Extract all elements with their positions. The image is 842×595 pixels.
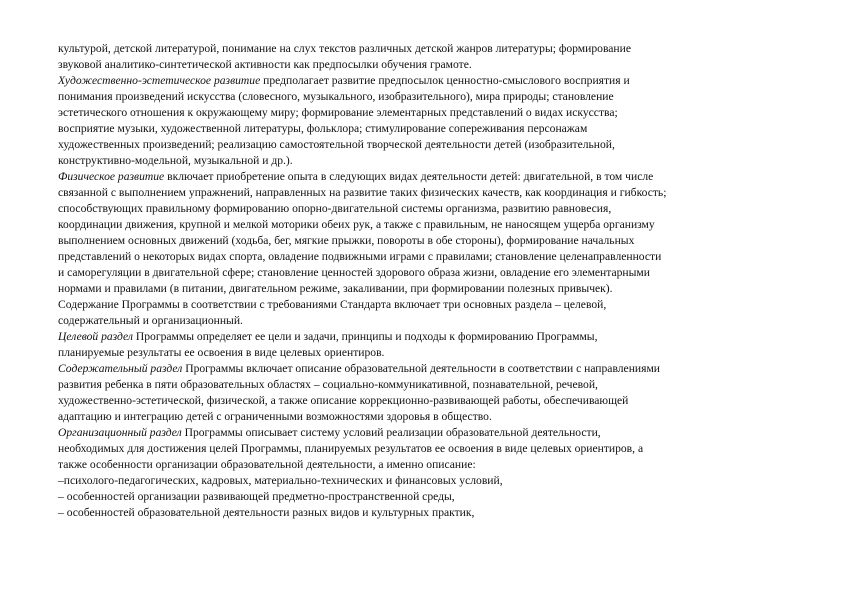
line-text: восприятие музыки, художественной литературы, фольклора; стимулирование сопереживания персонажам [58,122,588,135]
text-line [58,249,788,265]
text-line [58,105,788,121]
line-text: развития ребенка в пяти образовательных областях – социально-коммуникативной, познавательной, речевой, [58,378,598,391]
section-heading: Художественно-эстетическое развитие [58,74,261,87]
document-page [58,41,788,521]
line-text: адаптацию и интеграцию детей с ограниченными возможностями здоровья в общество. [58,410,492,423]
text-line [58,137,788,153]
line-text: и саморегуляции в двигательной сфере; становление ценностей здорового образа жизни, овладение его элементарными [58,266,650,279]
line-text: также особенности организации образовательной деятельности, а именно описание: [58,458,476,471]
line-text: представлений о некоторых видах спорта, овладение подвижными играми с правилами; становление целенаправленности [58,250,662,263]
line-text: координации движения, крупной и мелкой моторики обеих рук, а также с правильным, не наносящем ущерба организму [58,218,655,231]
line-text: нормами и правилами (в питании, двигательном режиме, закаливании, при формировании полезных привычек). [58,282,613,295]
line-text: понимания произведений искусства (словесного, музыкального, изобразительного), мира природы; становление [58,90,614,103]
line-text: планируемые результаты ее освоения в виде целевых ориентиров. [58,346,385,359]
text-line [58,441,788,457]
text-line [58,473,788,489]
text-line [58,345,788,361]
text-line [58,185,788,201]
text-line [58,201,788,217]
line-text: предполагает развитие предпосылок ценностно-смыслового восприятия и [260,74,630,87]
line-text: звуковой аналитико-синтетической активности как предпосылки обучения грамоте. [58,58,472,71]
line-text: культурой, детской литературой, понимание на слух текстов различных детской жанров литературы; формирование [58,42,631,55]
text-line [58,169,788,185]
section-heading: Физическое развитие [58,170,165,183]
line-text: способствующих правильному формированию опорно-двигательной системы организма, развитию равновесия, [58,202,612,215]
text-line [58,217,788,233]
line-text: Содержание Программы в соответствии с требованиями Стандарта включает три основных раздела – целевой, [58,298,607,311]
line-text: – особенностей образовательной деятельности разных видов и культурных практик, [58,506,475,519]
text-line [58,489,788,505]
text-line [58,41,788,57]
text-line [58,153,788,169]
line-text: необходимых для достижения целей Программы, планируемых результатов ее освоения в виде целевых ориентиров, а [58,442,644,455]
text-line [58,505,788,521]
line-text: художественных произведений; реализацию самостоятельной творческой деятельности детей (изобразительной, [58,138,615,151]
line-text: эстетического отношения к окружающему миру; формирование элементарных представлений о видах искусства; [58,106,618,119]
text-line [58,425,788,441]
text-line [58,57,788,73]
text-line [58,89,788,105]
text-line [58,121,788,137]
line-text: художественно-эстетической, физической, а также описание коррекционно-развивающей работы, обеспечивающей [58,394,629,407]
text-line [58,73,788,89]
text-line [58,329,788,345]
text-line [58,361,788,377]
text-line [58,313,788,329]
text-line [58,265,788,281]
line-text: –психолого-педагогических, кадровых, материально-технических и финансовых условий, [58,474,503,487]
line-text: – особенностей организации развивающей предметно-пространственной среды, [58,490,455,503]
line-text: выполнением основных движений (ходьба, бег, мягкие прыжки, повороты в обе стороны), формирование начальных [58,234,635,247]
text-line [58,457,788,473]
line-text: Программы описывает систему условий реализации образовательной деятельности, [181,426,601,439]
line-text: содержательный и организационный. [58,314,243,327]
text-line [58,233,788,249]
text-line [58,393,788,409]
section-heading: Организационный раздел [58,426,182,439]
text-line [58,409,788,425]
line-text: конструктивно-модельной, музыкальной и др.). [58,154,293,167]
text-line [58,377,788,393]
section-heading: Целевой раздел [58,330,133,343]
text-line [58,297,788,313]
line-text: Программы определяет ее цели и задачи, принципы и подходы к формированию Программы, [132,330,598,343]
line-text: Программы включает описание образовательной деятельности в соответствии с направлениями [182,362,660,375]
line-text: включает приобретение опыта в следующих видах деятельности детей: двигательной, в том числе [164,170,654,183]
text-line [58,281,788,297]
line-text: связанной с выполнением упражнений, направленных на развитие таких физических качеств, как координация и гибкость; [58,186,667,199]
section-heading: Содержательный раздел [58,362,183,375]
